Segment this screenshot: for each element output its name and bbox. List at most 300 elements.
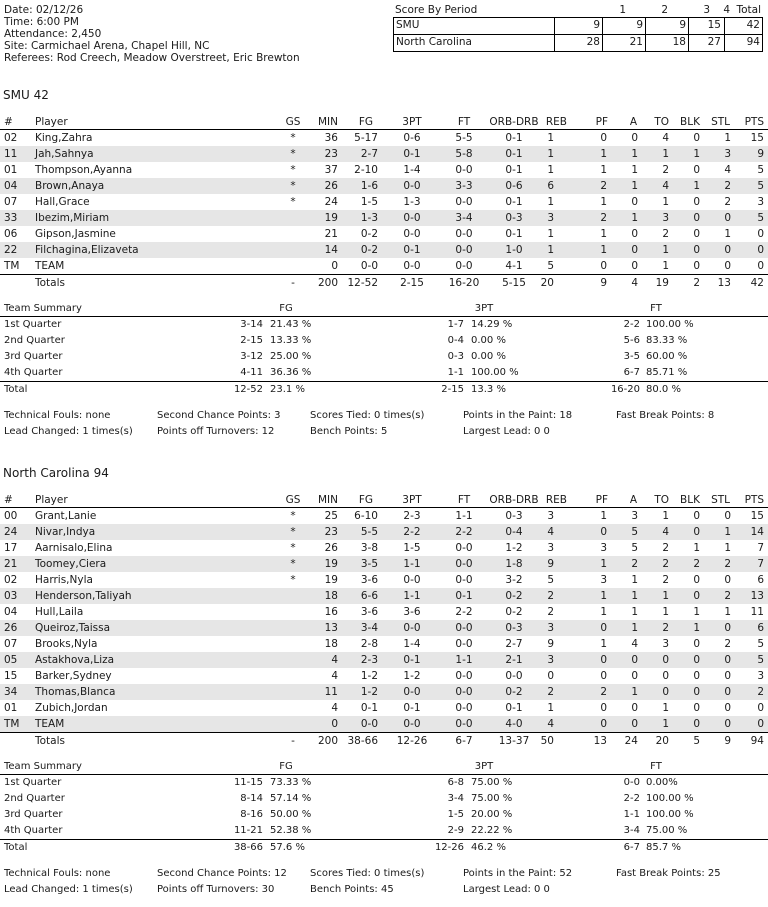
games-started: * [290,510,296,522]
totals-field-goals: 12-52 [347,277,378,289]
turnovers: 4 [662,526,669,538]
points: 0 [757,702,764,714]
minutes: 24 [324,196,338,208]
free-throws: 0-0 [455,164,473,176]
turnovers: 2 [662,228,669,240]
free-throws: 1-1 [455,510,473,522]
jersey-number: 24 [4,526,18,538]
player-name: Harris,Nyla [35,574,93,586]
cell-divider [688,18,689,34]
cell-divider [554,18,555,34]
field-goals: 5-5 [360,526,378,538]
minutes: 36 [324,132,338,144]
score-period: 15 [707,19,721,31]
jersey-number: TM [4,260,20,272]
steals: 0 [724,654,731,666]
field-goals: 0-0 [360,718,378,730]
minutes: 4 [331,654,338,666]
player-name: Aarnisalo,Elina [35,542,113,554]
three-pointers: 1-4 [403,164,421,176]
summary-fg: 8-14 [240,793,263,804]
summary-ft: 3-5 [623,351,640,362]
player-row [0,524,768,540]
jersey-number: 03 [4,590,18,602]
totals-turnovers: 20 [655,735,669,747]
summary-fg-pct: 36.36 % [270,367,312,378]
assists: 1 [631,180,638,192]
personal-fouls: 1 [600,164,607,176]
blocks: 0 [693,638,700,650]
misc-stats [0,866,768,898]
personal-fouls: 2 [600,180,607,192]
blocks: 0 [693,574,700,586]
summary-fg-pct: 50.00 % [270,809,312,820]
games-started: * [290,526,296,538]
free-throws: 0-1 [455,590,473,602]
period-header: 3 [703,4,710,16]
totals-games-started: - [291,735,295,747]
three-pointers: 3-6 [403,606,421,618]
player-name: Jah,Sahnya [35,148,94,160]
largest-lead: Largest Lead: 0 0 [463,426,550,437]
summary-ft-pct: 85.7 % [646,842,681,853]
turnovers: 1 [662,590,669,602]
column-header: REB [545,116,567,128]
points-off-turnovers: Points off Turnovers: 12 [157,426,275,437]
blocks: 0 [693,718,700,730]
assists: 3 [631,510,638,522]
three-pointers: 1-1 [403,558,421,570]
orb-drb: 0-2 [505,590,523,602]
personal-fouls: 2 [600,686,607,698]
player-name: TEAM [35,718,65,730]
column-header: # [4,494,13,506]
score-by-period-table [393,4,763,52]
summary-ft: 6-7 [623,842,640,853]
summary-label: 3rd Quarter [4,351,63,362]
summary-fg-pct: 57.14 % [270,793,312,804]
blocks: 0 [693,212,700,224]
totals-blocks: 2 [693,277,700,289]
points-in-paint: Points in the Paint: 18 [463,410,573,421]
turnovers: 2 [662,558,669,570]
player-row [0,588,768,604]
points: 2 [757,686,764,698]
player-row [0,146,768,162]
misc-row [0,408,768,424]
three-pointers: 0-1 [403,244,421,256]
field-goals: 0-1 [360,702,378,714]
points-off-turnovers: Points off Turnovers: 30 [157,884,275,895]
column-header: PTS [744,494,764,506]
score-period: 9 [593,19,600,31]
summary-fg-pct: 25.00 % [270,351,312,362]
score-period: 9 [636,19,643,31]
player-name: Hull,Laila [35,606,84,618]
orb-drb: 1-2 [505,542,523,554]
summary-fg: 38-66 [233,842,263,853]
three-pointers: 0-0 [403,718,421,730]
player-name: Nivar,Indya [35,526,96,538]
summary-3pt: 3-4 [447,793,464,804]
summary-3pt-pct: 100.00 % [471,367,519,378]
bench-points: Bench Points: 45 [310,884,394,895]
period-header: 1 [619,4,626,16]
column-header: MIN [317,116,338,128]
assists: 1 [631,212,638,224]
orb-drb: 0-1 [505,196,523,208]
jersey-number: 02 [4,574,18,586]
column-header: STL [711,116,730,128]
jersey-number: 07 [4,196,18,208]
games-started: * [290,574,296,586]
summary-3pt: 1-1 [447,367,464,378]
blocks: 0 [693,686,700,698]
summary-label: 4th Quarter [4,367,63,378]
player-row [0,226,768,242]
points: 6 [757,574,764,586]
totals-orb-drb: 13-37 [498,735,530,747]
assists: 1 [631,164,638,176]
column-header: FG [358,494,373,506]
steals: 2 [724,638,731,650]
games-started: * [290,132,296,144]
totals-assists: 24 [624,735,638,747]
blocks: 1 [693,148,700,160]
steals: 2 [724,180,731,192]
column-header: STL [711,494,730,506]
points: 5 [757,654,764,666]
player-name: Zubich,Jordan [35,702,108,714]
points: 3 [757,196,764,208]
steals: 0 [724,244,731,256]
column-header: MIN [317,494,338,506]
free-throws: 0-0 [455,542,473,554]
turnovers: 3 [662,638,669,650]
technical-fouls: Technical Fouls: none [4,410,111,421]
summary-ft-pct: 100.00 % [646,793,694,804]
score-row [394,35,762,51]
assists: 0 [631,260,638,272]
jersey-number: 02 [4,132,18,144]
field-goals: 2-10 [354,164,378,176]
box-score-header [0,493,768,508]
game-date: Date: 02/12/26 [4,4,84,16]
orb-drb: 3-2 [505,574,523,586]
orb-drb: 0-1 [505,132,523,144]
turnovers: 1 [662,606,669,618]
three-pointers: 1-4 [403,638,421,650]
rebounds: 1 [547,164,554,176]
summary-quarter-row [0,775,768,791]
summary-quarter-row [0,333,768,349]
totals-blocks: 5 [693,735,700,747]
points: 14 [750,526,764,538]
score-period: 28 [586,36,600,48]
summary-3pt-pct: 75.00 % [471,793,513,804]
misc-row [0,424,768,440]
jersey-number: 01 [4,164,18,176]
free-throws: 0-0 [455,638,473,650]
assists: 0 [631,244,638,256]
summary-fg-pct: 52.38 % [270,825,312,836]
rebounds: 4 [547,718,554,730]
rebounds: 1 [547,132,554,144]
lead-changed: Lead Changed: 1 times(s) [4,426,133,437]
player-name: Ibezim,Miriam [35,212,110,224]
field-goals: 3-8 [360,542,378,554]
bench-points: Bench Points: 5 [310,426,388,437]
player-name: Brown,Anaya [35,180,105,192]
games-started: * [290,196,296,208]
steals: 2 [724,558,731,570]
orb-drb: 0-1 [505,228,523,240]
player-name: Thompson,Ayanna [35,164,133,176]
three-pointers: 0-0 [403,228,421,240]
turnovers: 0 [662,654,669,666]
column-header: 3PT [402,494,422,506]
assists: 0 [631,718,638,730]
field-goals: 2-3 [360,654,378,666]
player-row [0,700,768,716]
totals-minutes: 200 [317,735,338,747]
rebounds: 0 [547,670,554,682]
box-score-header [0,115,768,130]
field-goals: 0-2 [360,244,378,256]
personal-fouls: 1 [600,590,607,602]
rebounds: 2 [547,606,554,618]
turnovers: 1 [662,244,669,256]
blocks: 0 [693,164,700,176]
column-header: # [4,116,13,128]
team-title: North Carolina 94 [3,466,109,480]
free-throws: 0-0 [455,670,473,682]
free-throws: 0-0 [455,196,473,208]
misc-stats [0,408,768,440]
blocks: 0 [693,526,700,538]
column-header: PTS [744,116,764,128]
summary-ft: 0-0 [623,777,640,788]
player-name: Brooks,Nyla [35,638,98,650]
summary-fg: 12-52 [233,384,263,395]
player-name: Queiroz,Taissa [35,622,111,634]
totals-free-throws: 16-20 [448,277,480,289]
three-pointers: 1-3 [403,196,421,208]
cell-divider [724,35,725,51]
steals: 1 [724,606,731,618]
summary-ft-pct: 60.00 % [646,351,688,362]
points: 7 [757,558,764,570]
turnovers: 4 [662,132,669,144]
assists: 1 [631,622,638,634]
three-pointers: 1-1 [403,590,421,602]
totals-personal-fouls: 9 [600,277,607,289]
field-goals: 1-5 [360,196,378,208]
player-name: Hall,Grace [35,196,90,208]
assists: 5 [631,526,638,538]
rebounds: 2 [547,686,554,698]
blocks: 0 [693,196,700,208]
assists: 0 [631,702,638,714]
summary-ft: 5-6 [623,335,640,346]
field-goals: 2-7 [360,148,378,160]
games-started: * [290,180,296,192]
summary-ft-pct: 80.0 % [646,384,681,395]
points: 6 [757,622,764,634]
personal-fouls: 0 [600,622,607,634]
summary-fg-pct: 57.6 % [270,842,305,853]
rebounds: 2 [547,590,554,602]
games-started: * [290,558,296,570]
steals: 3 [724,148,731,160]
assists: 0 [631,196,638,208]
free-throws: 0-0 [455,622,473,634]
score-total: 42 [746,19,760,31]
summary-ft: 1-1 [623,809,640,820]
minutes: 25 [324,510,338,522]
player-name: Henderson,Taliyah [35,590,132,602]
summary-fg: 3-14 [240,319,263,330]
summary-quarter-row [0,791,768,807]
orb-drb: 0-0 [505,670,523,682]
score-row [394,18,762,35]
box-score-table [0,493,768,749]
column-header: ORB-DRB [489,116,539,128]
summary-quarter-row [0,317,768,333]
orb-drb: 1-8 [505,558,523,570]
field-goals: 1-2 [360,686,378,698]
orb-drb: 0-2 [505,686,523,698]
free-throws: 2-2 [455,526,473,538]
three-pointers: 1-2 [403,670,421,682]
summary-label: 1st Quarter [4,777,62,788]
three-pointers: 2-3 [403,510,421,522]
second-chance-points: Second Chance Points: 12 [157,868,287,879]
three-pointers: 0-0 [403,574,421,586]
totals-minutes: 200 [317,277,338,289]
summary-label: 2nd Quarter [4,793,65,804]
jersey-number: 26 [4,622,18,634]
totals-steals: 13 [717,277,731,289]
three-pointers: 0-0 [403,686,421,698]
blocks: 1 [693,542,700,554]
personal-fouls: 0 [600,260,607,272]
games-started: * [290,542,296,554]
score-team: SMU [396,19,420,31]
free-throws: 0-0 [455,718,473,730]
three-pointers: 0-6 [403,132,421,144]
points: 11 [750,606,764,618]
summary-ft: 3-4 [623,825,640,836]
minutes: 11 [324,686,338,698]
assists: 2 [631,558,638,570]
totals-row [0,733,768,749]
jersey-number: 00 [4,510,18,522]
personal-fouls: 0 [600,718,607,730]
jersey-number: 21 [4,558,18,570]
summary-fg: 8-16 [240,809,263,820]
player-row [0,508,768,524]
blocks: 1 [693,180,700,192]
column-header: PF [595,494,608,506]
minutes: 26 [324,542,338,554]
column-header: FG [358,116,373,128]
free-throws: 1-1 [455,654,473,666]
points: 9 [757,148,764,160]
minutes: 16 [324,606,338,618]
summary-3pt-pct: 20.00 % [471,809,513,820]
player-name: Filchagina,Elizaveta [35,244,139,256]
player-row [0,556,768,572]
steals: 0 [724,510,731,522]
jersey-number: 33 [4,212,18,224]
assists: 4 [631,638,638,650]
summary-quarter-row [0,823,768,840]
assists: 0 [631,654,638,666]
three-pointers: 0-1 [403,702,421,714]
summary-header: 3PT [474,761,494,772]
orb-drb: 0-4 [505,526,523,538]
field-goals: 0-2 [360,228,378,240]
player-name: Grant,Lanie [35,510,97,522]
summary-ft-pct: 75.00 % [646,825,688,836]
free-throws: 5-8 [455,148,473,160]
steals: 0 [724,260,731,272]
free-throws: 0-0 [455,686,473,698]
steals: 1 [724,228,731,240]
summary-ft-pct: 85.71 % [646,367,688,378]
rebounds: 3 [547,212,554,224]
steals: 0 [724,212,731,224]
minutes: 4 [331,670,338,682]
summary-3pt-pct: 0.00 % [471,335,506,346]
player-name: Gipson,Jasmine [35,228,116,240]
orb-drb: 4-0 [505,718,523,730]
summary-header: Team Summary [4,761,82,772]
free-throws: 3-4 [455,212,473,224]
column-header: TO [654,116,669,128]
score-by-period-body [393,17,763,52]
turnovers: 1 [662,148,669,160]
jersey-number: 01 [4,702,18,714]
turnovers: 1 [662,702,669,714]
orb-drb: 2-7 [505,638,523,650]
assists: 0 [631,670,638,682]
summary-ft-pct: 83.33 % [646,335,688,346]
column-header: Player [35,494,68,506]
totals-games-started: - [291,277,295,289]
jersey-number: 15 [4,670,18,682]
summary-ft-pct: 100.00 % [646,809,694,820]
player-row [0,242,768,258]
summary-3pt: 2-15 [441,384,464,395]
points: 0 [757,718,764,730]
cell-divider [724,18,725,34]
steals: 0 [724,718,731,730]
steals: 1 [724,526,731,538]
column-header: ORB-DRB [489,494,539,506]
game-referees: Referees: Rod Creech, Meadow Overstreet, Eric Brewton [4,52,300,64]
three-pointers: 0-0 [403,212,421,224]
totals-player-name: Totals [35,277,65,289]
steals: 1 [724,132,731,144]
summary-fg-pct: 73.33 % [270,777,312,788]
jersey-number: 34 [4,686,18,698]
assists: 5 [631,542,638,554]
summary-label: Total [4,384,28,395]
summary-header: FT [650,761,662,772]
cell-divider [554,35,555,51]
